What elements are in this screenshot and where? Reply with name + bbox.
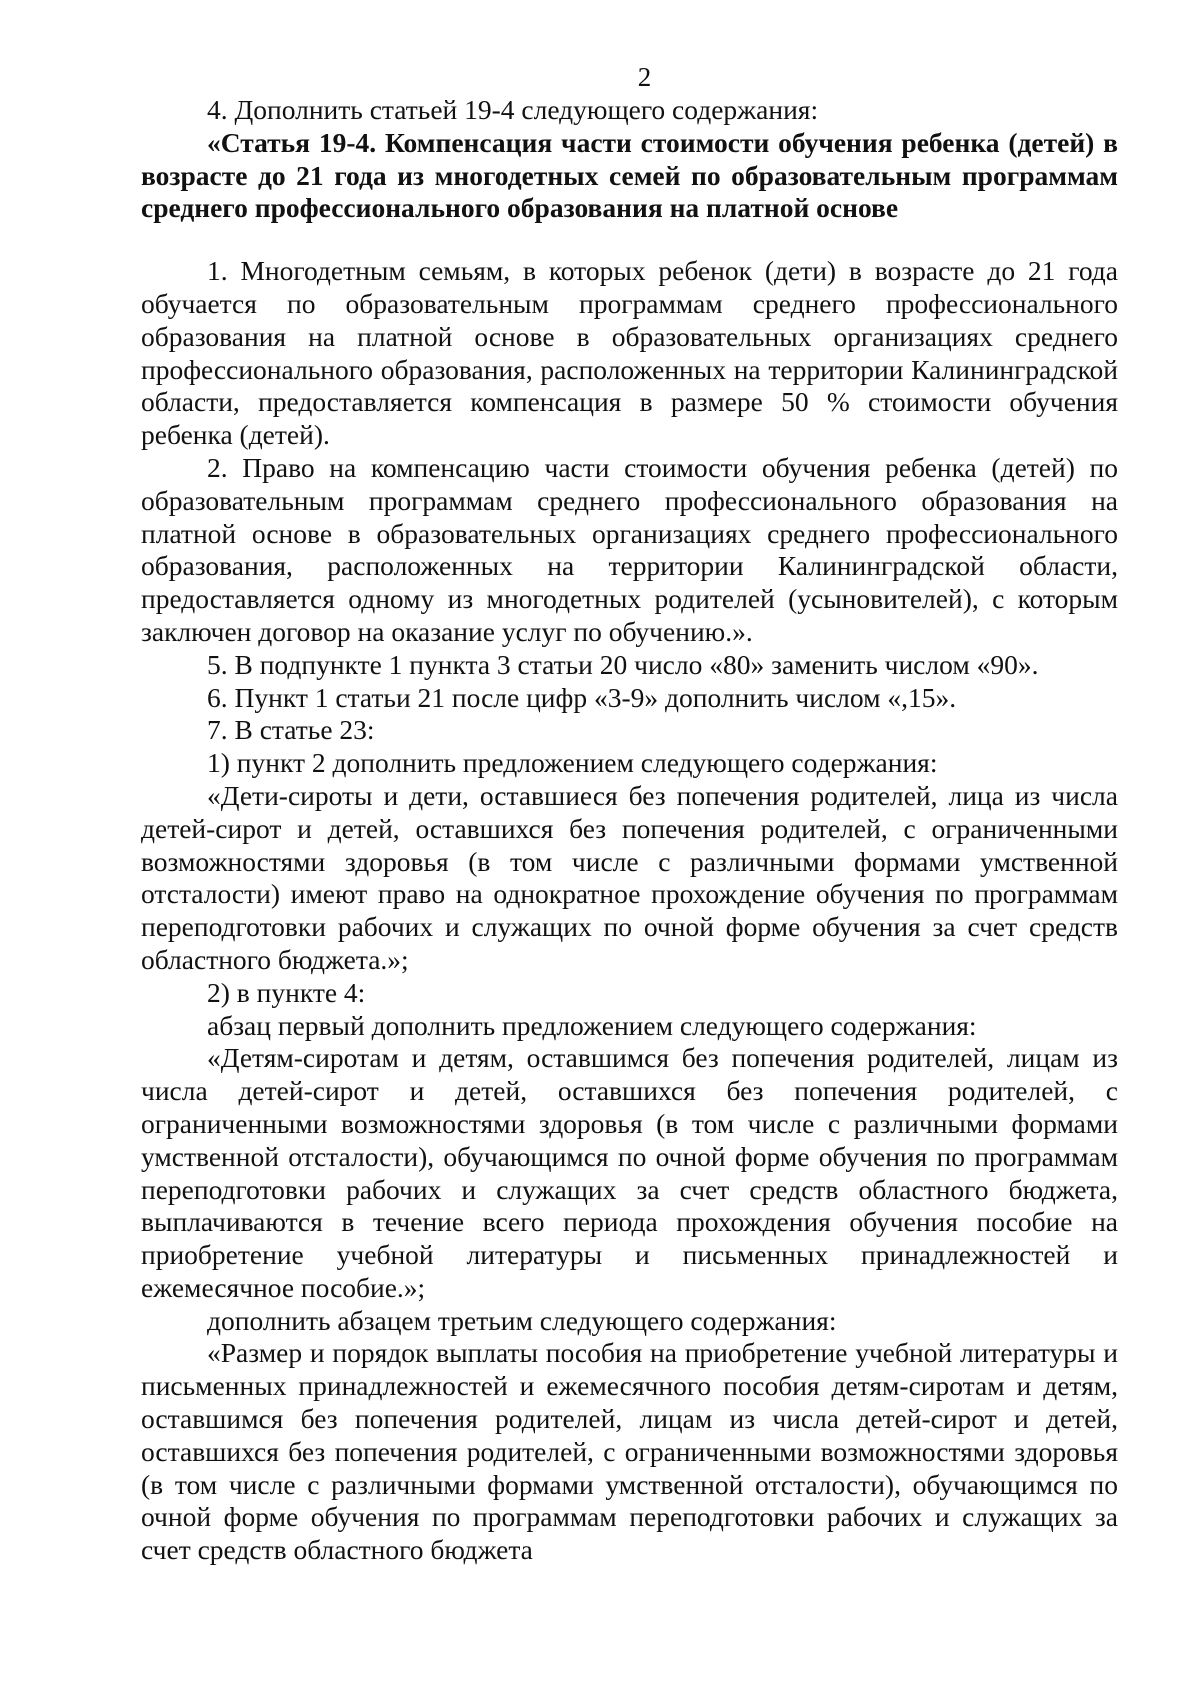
subitem-2-instruction-1: абзац первый дополнить предложением следующего содержания:	[207, 1009, 977, 1041]
paragraph-item-5: 5. В подпункте 1 пункта 3 статьи 20 число «80» заменить числом «90».	[207, 648, 1039, 680]
subitem-2-text-1: «Детям-сиротам и детям, оставшимся без попечения родителей, лицам из числа детей-сирот и детей, оставшихся без попечения родителей, с ограниченными возможностями здоровья (в том числе с различными формами умственной отсталости), обучающимся по очной форме обучения по программам переподготовки рабочих и служащих за счет средств областного бюджета, выплачиваются в течение всего периода прохождения обучения пособие на приобретение учебной литературы и письменных принадлежностей и ежемесячное пособие.»;	[141, 1042, 1118, 1303]
subitem-1-text: «Дети-сироты и дети, оставшиеся без попечения родителей, лица из числа детей-сирот и детей, оставшихся без попечения родителей, с ограниченными возможностями здоровья (в том числе с различными формами умственной отсталости) имеют право на однократное прохождение обучения по программам переподготовки рабочих и служащих по очной форме обучения за счет средств областного бюджета.»;	[141, 779, 1118, 975]
paragraph-item-6: 6. Пункт 1 статьи 21 после цифр «3-9» дополнить числом «,15».	[207, 681, 957, 713]
subitem-2-instruction-2: дополнить абзацем третьим следующего содержания:	[207, 1304, 837, 1336]
subitem-2-text-2: «Размер и порядок выплаты пособия на приобретение учебной литературы и письменных принадлежностей и ежемесячного пособия детям-сиротам и детям, оставшимся без попечения родителей, лицам из числа детей-сирот и детей, оставшихся без попечения родителей, с ограниченными возможностями здоровья (в том числе с различными формами умственной отсталости), обучающимся по очной форме обучения по программам переподготовки рабочих и служащих за счет средств областного бюджета	[141, 1337, 1118, 1566]
paragraph-item-4: 4. Дополнить статьей 19-4 следующего содержания:	[207, 94, 819, 125]
subitem-2: 2) в пункте 4:	[207, 976, 366, 1008]
article-19-4-part-2: 2. Право на компенсацию части стоимости обучения ребенка (детей) по образовательным программам среднего профессионального образования на платной основе в образовательных организациях среднего профессионального образования, расположенных на территории Калининградской области, предоставляется одному из многодетных родителей (усыновителей), с которым заключен договор на оказание услуг по обучению.».	[141, 451, 1118, 647]
article-19-4-title: «Статья 19-4. Компенсация части стоимости обучения ребенка (детей) в возрасте до 21 года из многодетных семей по образовательным программам среднего профессионального образования на платной основе	[141, 126, 1118, 224]
page-number: 2	[637, 62, 652, 92]
article-19-4-part-1: 1. Многодетным семьям, в которых ребенок (дети) в возрасте до 21 года обучается по образовательным программам среднего профессионального образования на платной основе в образовательных организациях среднего профессионального образования, расположенных на территории Калининградской области, предоставляется компенсация в размере 50 % стоимости обучения ребенка (детей).	[141, 255, 1118, 451]
subitem-1: 1) пункт 2 дополнить предложением следующего содержания:	[207, 747, 938, 779]
paragraph-item-7: 7. В статье 23:	[207, 714, 375, 746]
spacer	[141, 225, 1118, 255]
